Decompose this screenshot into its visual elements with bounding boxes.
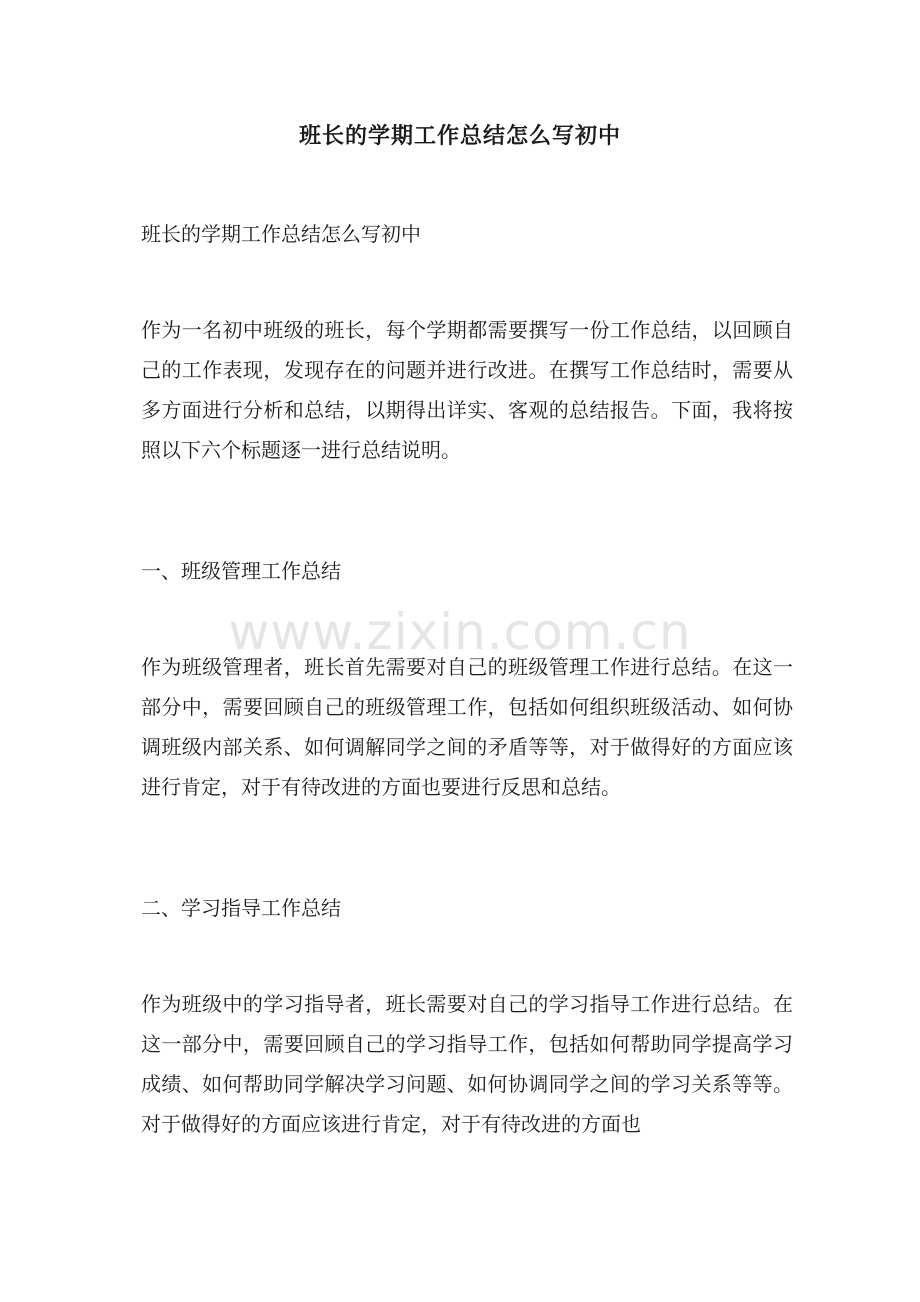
section-body-2: 作为班级中的学习指导者，班长需要对自己的学习指导工作进行总结。在这一部分中，需要回顾自己的学习指导工作，包括如何帮助同学提高学习成绩、如何帮助同学解决学习问题、如何协调同学之间的学习关系等等。对于做得好的方面应该进行肯定，对于有待改进的方面也 — [141, 992, 793, 1136]
section-heading-2: 二、学习指导工作总结 — [141, 896, 341, 920]
section-heading-1: 一、班级管理工作总结 — [141, 559, 341, 583]
document-subtitle: 班长的学期工作总结怎么写初中 — [141, 222, 421, 246]
intro-paragraph: 作为一名初中班级的班长，每个学期都需要撰写一份工作总结，以回顾自己的工作表现，发现存在的问题并进行改进。在撰写工作总结时，需要从多方面进行分析和总结，以期得出详实、客观的总结报告。下面，我将按照以下六个标题逐一进行总结说明。 — [141, 318, 793, 462]
section-body-1: 作为班级管理者，班长首先需要对自己的班级管理工作进行总结。在这一部分中，需要回顾自己的班级管理工作，包括如何组织班级活动、如何协调班级内部关系、如何调解同学之间的矛盾等等，对于做得好的方面应该进行肯定，对于有待改进的方面也要进行反思和总结。 — [141, 655, 793, 799]
document-title: 班长的学期工作总结怎么写初中 — [298, 123, 621, 149]
watermark-text: www.zixin.com.cn — [228, 603, 692, 661]
